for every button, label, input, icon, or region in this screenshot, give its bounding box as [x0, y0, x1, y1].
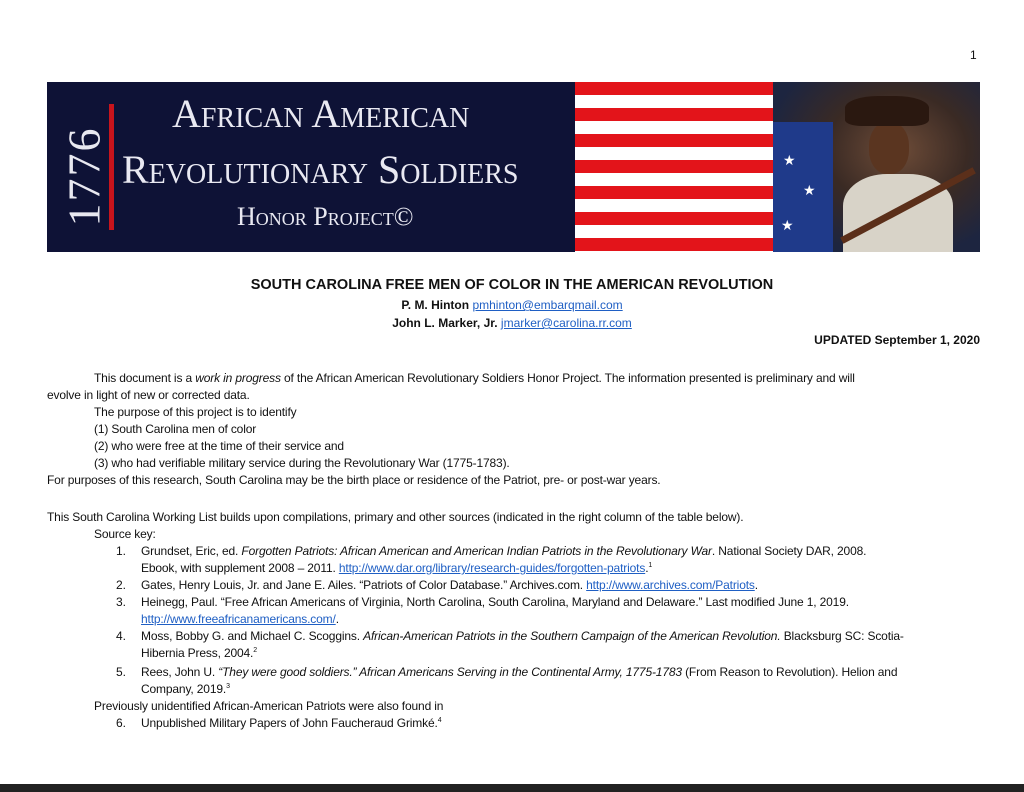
- soldier-hat: [845, 96, 929, 126]
- source-number: 2.: [116, 578, 127, 592]
- working-list-text: This South Carolina Working List builds upon compilations, primary and other sources (indicated in the right column of the table below).: [47, 510, 744, 524]
- banner-red-bar: [109, 104, 114, 230]
- banner-line-3: Honor Project©: [237, 202, 414, 231]
- source-number: 1.: [116, 544, 127, 558]
- source-5-line-2: [141, 682, 230, 696]
- updated-date: UPDATED September 1, 2020: [814, 333, 980, 347]
- intro-line: (3) who had verifiable military service during the Revolutionary War (1775-1783).: [94, 456, 510, 470]
- author-email-link[interactable]: pmhinton@embarqmail.com: [472, 298, 623, 312]
- text: Blacksburg SC: Scotia-: [780, 629, 904, 643]
- author-name: John L. Marker, Jr.: [392, 316, 498, 330]
- source-5-line-1: [141, 665, 897, 679]
- source-key-label: Source key:: [94, 527, 156, 541]
- text: Grundset, Eric, ed.: [141, 544, 242, 558]
- intro-line: [94, 371, 855, 385]
- author-name: P. M. Hinton: [401, 298, 470, 312]
- text: .: [754, 578, 758, 592]
- soldier-face: [869, 122, 909, 174]
- author-2: [0, 316, 1024, 330]
- author-email-link[interactable]: jmarker@carolina.rr.com: [500, 316, 632, 330]
- source-number: 5.: [116, 665, 127, 679]
- intro-line: evolve in light of new or corrected data.: [47, 388, 250, 402]
- footnote-ref[interactable]: 4: [437, 717, 442, 724]
- text: . National Society DAR, 2008.: [711, 544, 867, 558]
- text-italic: African-American Patriots in the Southern Campaign of the American Revolution.: [363, 629, 781, 643]
- footnote-ref[interactable]: 1: [648, 562, 653, 569]
- banner-year: 1776: [58, 126, 110, 227]
- source-link[interactable]: http://www.archives.com/Patriots: [586, 578, 755, 592]
- text: Rees, John U.: [141, 665, 219, 679]
- source-2-line-1: [141, 578, 758, 592]
- text: Ebook, with supplement 2008 – 2011.: [141, 561, 339, 575]
- source-6-line-1: [141, 716, 441, 730]
- source-4-line-2: [141, 646, 257, 660]
- source-1-line-2: [141, 561, 652, 575]
- text-italic: work in progress: [195, 371, 281, 385]
- banner-line-1: African American: [172, 91, 470, 136]
- text: Gates, Henry Louis, Jr. and Jane E. Ailes. “Patriots of Color Database.” Archives.com.: [141, 578, 587, 592]
- text: Hibernia Press, 2004.: [141, 646, 254, 660]
- source-number: 6.: [116, 716, 127, 730]
- intro-line: (1) South Carolina men of color: [94, 422, 257, 436]
- source-1-line-1: [141, 544, 866, 558]
- text: Unpublished Military Papers of John Faucheraud Grimké.: [141, 716, 438, 730]
- soldier-portrait-image: [773, 82, 980, 252]
- intro-line: For purposes of this research, South Carolina may be the birth place or residence of the Patriot, pre- or post-war years.: [47, 473, 661, 487]
- author-1: [0, 298, 1024, 312]
- flag-stripes: [575, 82, 773, 252]
- also-found-text: Previously unidentified African-American Patriots were also found in: [94, 699, 444, 713]
- project-banner: [47, 82, 980, 252]
- source-number: 4.: [116, 629, 127, 643]
- document-title: SOUTH CAROLINA FREE MEN OF COLOR IN THE AMERICAN REVOLUTION: [250, 277, 774, 293]
- text: of the African American Revolutionary Soldiers Honor Project. The information presented is preliminary and will: [280, 371, 855, 385]
- text: Company, 2019.: [141, 682, 227, 696]
- page-number: 1: [970, 48, 977, 62]
- text-italic: Forgotten Patriots: African American and American Indian Patriots in the Revolutionary War: [241, 544, 712, 558]
- intro-line: (2) who were free at the time of their service and: [94, 439, 344, 453]
- source-4-line-1: [141, 629, 904, 643]
- flag-canton: ★ ★ ★: [773, 122, 833, 252]
- text: Moss, Bobby G. and Michael C. Scoggins.: [141, 629, 364, 643]
- source-number: 3.: [116, 595, 127, 609]
- text: (From Reason to Revolution). Helion and: [681, 665, 898, 679]
- text: .: [645, 561, 649, 575]
- source-3-line-2: [141, 612, 339, 626]
- intro-line: The purpose of this project is to identify: [94, 405, 297, 419]
- page-bottom-edge: [0, 784, 1024, 792]
- source-link[interactable]: http://www.dar.org/library/research-guides/forgotten-patriots: [338, 561, 646, 575]
- source-3-line-1: Heinegg, Paul. “Free African Americans of Virginia, North Carolina, South Carolina, Maryland and Delaware.” Last modified June 1, 2019.: [141, 595, 849, 609]
- text: .: [335, 612, 339, 626]
- footnote-ref[interactable]: 2: [253, 647, 257, 654]
- text-italic: “They were good soldiers.” African Americans Serving in the Continental Army, 1775-1783: [218, 665, 682, 679]
- text: This document is a: [94, 371, 196, 385]
- footnote-ref[interactable]: 3: [226, 683, 230, 690]
- banner-line-2: Revolutionary Soldiers: [122, 147, 519, 192]
- source-link[interactable]: http://www.freeafricanamericans.com/: [141, 612, 336, 626]
